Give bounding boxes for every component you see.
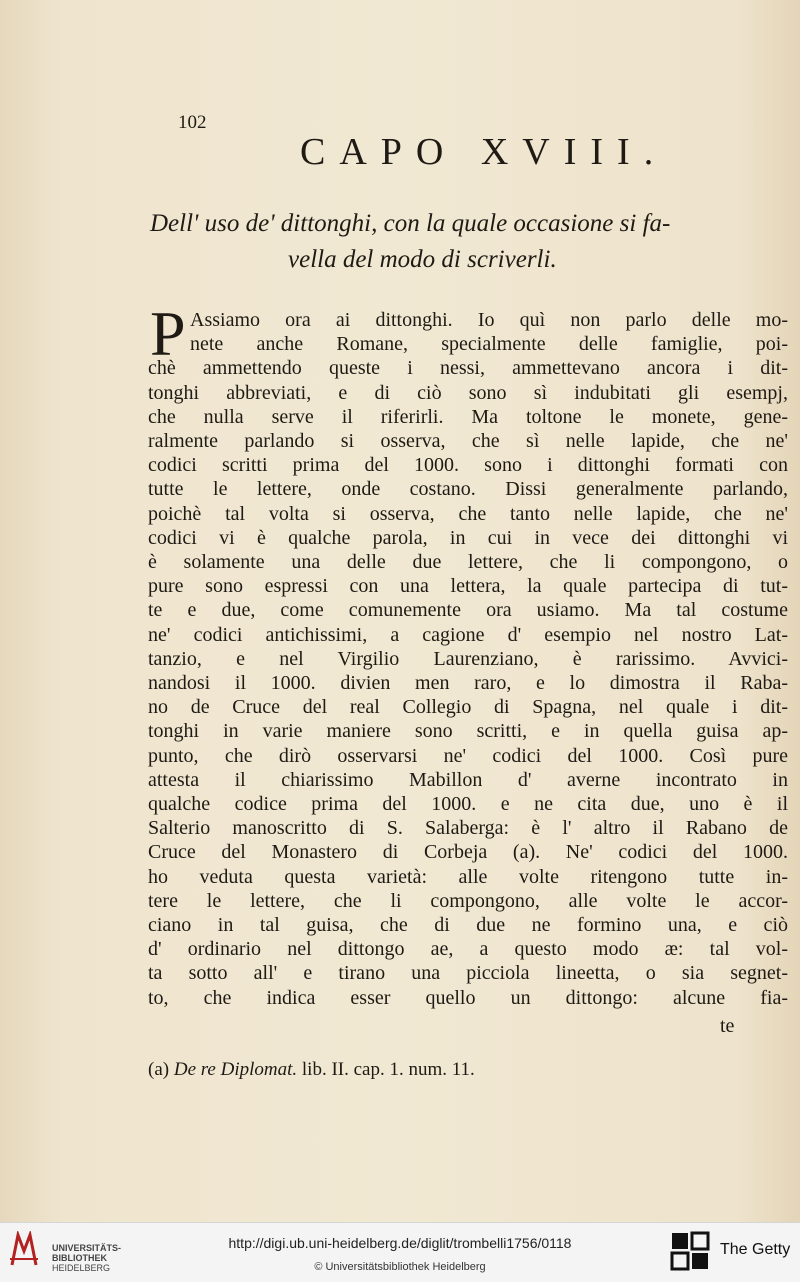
body-line: to, che indica esser quello un dittongo: alcune fia- (148, 986, 788, 1009)
viewer-footer-bar (0, 1222, 800, 1282)
body-line: codici scritti prima del 1000. sono i dittonghi formati con (148, 454, 788, 477)
drop-cap: P (150, 298, 186, 369)
body-line: tonghi abbreviati, e di ciò sono sì indubitati gli esempj, (148, 381, 788, 404)
body-line: tonghi in varie maniere sono scritti, e in quella guisa ap- (148, 720, 788, 743)
body-line: qualche codice prima del 1000. e ne cita due, uno è il (148, 793, 788, 816)
body-line: Cruce del Monastero di Corbeja (a). Ne' codici del 1000. (148, 841, 788, 864)
body-line: poichè tal volta si osserva, che tanto nelle lapide, che ne' (148, 502, 788, 525)
footnote-mark: (a) (148, 1059, 170, 1080)
body-line: ne' codici antichissimi, a cagione d' esempio nel nostro Lat- (148, 623, 788, 646)
catchword: te (720, 1015, 735, 1037)
footnote-work: De re Diplomat. (173, 1059, 298, 1080)
permalink-url[interactable]: http://digi.ub.uni-heidelberg.de/diglit/trombelli1756/0118 (228, 1235, 572, 1251)
body-line: codici vi è qualche parola, in cui in vece dei dittonghi vi (148, 526, 788, 549)
chapter-title: CAPO XVIII. (300, 131, 668, 173)
body-line: ho veduta questa varietà: alle volte ritengono tutte in- (148, 865, 788, 888)
footnote (148, 1059, 475, 1081)
subtitle-line-2: vella del modo di scriverli. (288, 246, 557, 273)
footnote-rest: lib. II. cap. 1. num. 11. (301, 1059, 475, 1080)
body-line: tutte le lettere, onde costano. Dissi generalmente parlando, (148, 478, 788, 501)
body-line: ta sotto all' e tirano una picciola lineetta, o sia segnet- (148, 962, 788, 985)
body-line: d' ordinario nel dittongo ae, a questo modo æ: tal vol- (148, 938, 788, 961)
body-line: ciano in tal guisa, che di due ne formino una, e ciò (148, 914, 788, 937)
body-line: no de Cruce del real Collegio di Spagna, nel quale i dit- (148, 696, 788, 719)
body-line: pure sono espressi con una lettera, la quale partecipa di tut- (148, 575, 788, 598)
body-line: nete anche Romane, specialmente delle famiglie, poi- (190, 333, 788, 356)
chapter-subtitle (150, 206, 800, 278)
body-line: te e due, come comunemente ora usiamo. Ma tal costume (148, 599, 788, 622)
body-line: Assiamo ora ai dittonghi. Io quì non parlo delle mo- (190, 309, 788, 331)
body-text (148, 308, 788, 1010)
body-line: ralmente parlando si osserva, che sì nelle lapide, che ne' (148, 430, 788, 453)
body-line: che nulla serve il riferirli. Ma toltone le monete, gene- (148, 405, 788, 428)
body-line: è solamente una delle due lettere, che li compongono, o (148, 551, 788, 574)
page-number: 102 (178, 112, 207, 133)
body-line: Salterio manoscritto di S. Salaberga: è l' altro il Rabano de (148, 817, 788, 840)
body-line: punto, che dirò osservarsi ne' codici del 1000. Così pure (148, 744, 788, 767)
getty-logo-icon (670, 1231, 710, 1271)
body-line: nandosi il 1000. divien men raro, e lo dimostra il Raba- (148, 672, 788, 695)
body-line: chè ammettendo queste i nessi, ammettevano ancora i dit- (148, 357, 788, 380)
body-line: attesta il chiarissimo Mabillon d' averne incontrato in (148, 768, 788, 791)
library-line-1: UNIVERSITÄTS- (52, 1243, 122, 1253)
sponsor-name: The Getty (720, 1241, 791, 1258)
library-line-2: BIBLIOTHEK (52, 1253, 107, 1263)
body-line: tere le lettere, che li compongono, alle volte le accor- (148, 889, 788, 912)
copyright-notice: © Universitätsbibliothek Heidelberg (314, 1261, 486, 1273)
library-line-3: HEIDELBERG (52, 1263, 111, 1273)
subtitle-line-1: Dell' uso de' dittonghi, con la quale occasione si fa- (150, 210, 671, 237)
body-line: tanzio, e nel Virgilio Laurenziano, è rarissimo. Avvici- (148, 647, 788, 670)
